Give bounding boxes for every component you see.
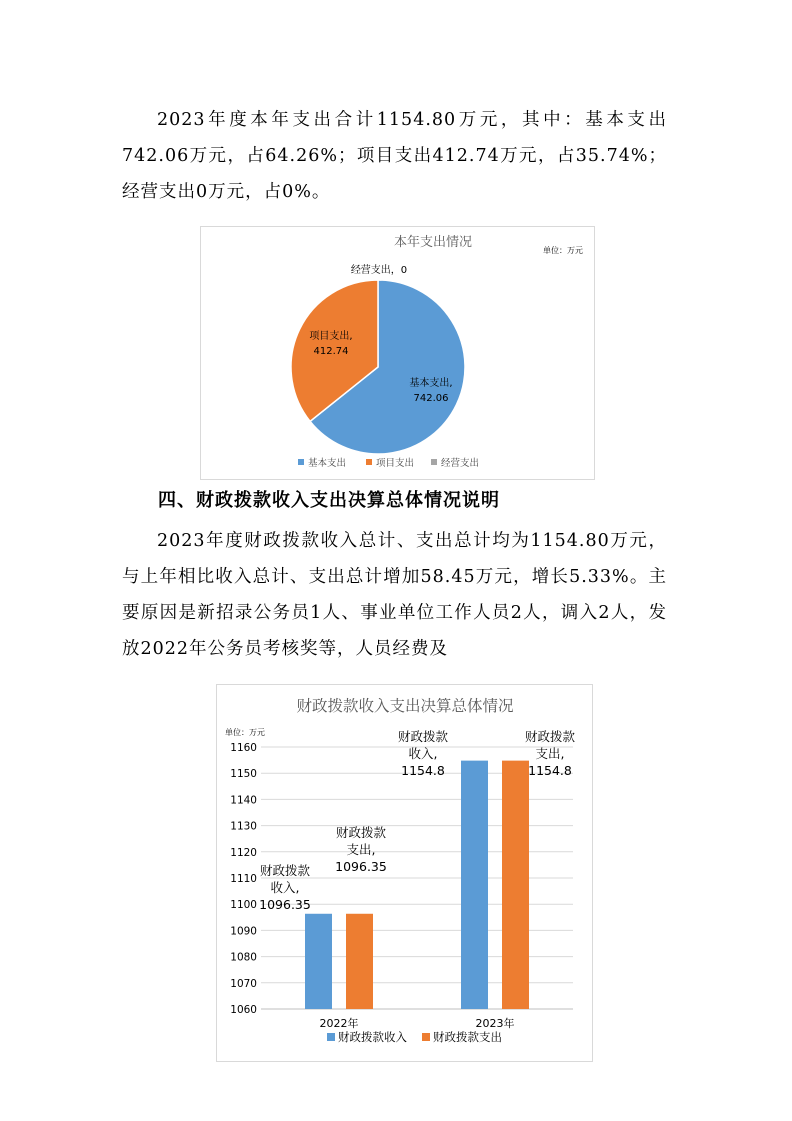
section-heading: 四、财政拨款收入支出决算总体情况说明 (158, 490, 500, 511)
pie-chart-svg (201, 227, 594, 479)
bar-chart-fiscal (216, 684, 593, 1062)
bar-data-label-2-2: 1154.8 (528, 763, 572, 778)
bar-legend-swatch-2 (422, 1033, 430, 1041)
bar-y-tick-label: 1120 (230, 846, 257, 859)
bar-x-tick-label: 2022年 (319, 1017, 359, 1030)
bar-chart-svg (217, 685, 592, 1061)
bar-data-label-1-1: 收入, (270, 880, 300, 895)
bar-data-label-1-2: 支出, (346, 842, 376, 857)
pie-data-label-value-2: 412.74 (313, 346, 349, 357)
bar-2-2 (502, 761, 529, 1009)
bar-1-2 (346, 914, 373, 1009)
pie-data-label-value-1: 742.06 (413, 393, 449, 404)
pie-data-label-1: 基本支出, (409, 378, 453, 389)
pie-chart-title: 本年支出情况 (393, 235, 473, 250)
bar-data-label-2-1: 1154.8 (401, 763, 445, 778)
pie-data-label-3: 经营支出，0 (350, 265, 408, 276)
bar-y-tick-label: 1140 (230, 794, 257, 807)
bar-data-label-2-1: 财政拨款 (397, 729, 449, 744)
bar-y-tick-label: 1100 (230, 899, 257, 912)
bar-data-label-1-2: 财政拨款 (335, 825, 387, 840)
bar-x-tick-label: 2023年 (475, 1017, 515, 1030)
pie-legend-swatch-2 (366, 459, 372, 465)
pie-legend-swatch-1 (298, 459, 304, 465)
bar-y-tick-label: 1060 (230, 1004, 257, 1016)
bar-data-label-2-2: 支出, (535, 746, 565, 761)
pie-chart-expenditure (200, 226, 595, 480)
bar-y-tick-label: 1090 (230, 925, 257, 938)
bar-data-label-2-1: 收入, (408, 746, 438, 761)
pie-legend-label-1: 基本支出 (308, 458, 347, 469)
bar-legend-label-2: 财政拨款支出 (433, 1030, 502, 1044)
pie-legend-label-3: 经营支出 (441, 458, 480, 469)
bar-1-1 (305, 914, 332, 1009)
bar-y-tick-label: 1150 (230, 768, 257, 781)
bar-y-tick-label: 1160 (230, 742, 257, 754)
bar-y-tick-label: 1110 (230, 873, 257, 885)
bar-y-tick-label: 1080 (230, 951, 257, 964)
bar-y-tick-label: 1070 (230, 977, 257, 990)
bar-unit-note: 单位：万元 (225, 728, 265, 737)
bar-legend-swatch-1 (327, 1033, 335, 1041)
bar-legend-label-1: 财政拨款收入 (338, 1030, 407, 1044)
pie-unit-note: 单位：万元 (543, 246, 583, 255)
pie-legend-swatch-3 (431, 459, 437, 465)
pie-legend-label-2: 项目支出 (376, 458, 415, 469)
paragraph-fiscal-summary: 2023年度财政拨款收入总计、支出总计均为1154.80万元，与上年相比收入总计、支出总计增加58.45万元，增长5.33%。主要原因是新招录公务员1人、事业单位工作人员2人，调入2人，发放2022年公务员考核奖等，人员经费及 (122, 531, 667, 659)
bar-y-tick-label: 1130 (230, 820, 257, 833)
bar-chart-title: 财政拨款收入支出决算总体情况 (296, 697, 514, 715)
paragraph-expenditure-summary: 2023年度本年支出合计1154.80万元，其中：基本支出742.06万元，占64.26%；项目支出412.74万元，占35.74%；经营支出0万元，占0%。 (122, 110, 667, 202)
bar-data-label-1-2: 1096.35 (335, 859, 387, 874)
bar-data-label-1-1: 财政拨款 (259, 863, 311, 878)
bar-data-label-2-2: 财政拨款 (524, 729, 576, 744)
pie-data-label-2: 项目支出, (309, 331, 353, 342)
bar-2-1 (461, 761, 488, 1009)
bar-data-label-1-1: 1096.35 (259, 897, 311, 912)
